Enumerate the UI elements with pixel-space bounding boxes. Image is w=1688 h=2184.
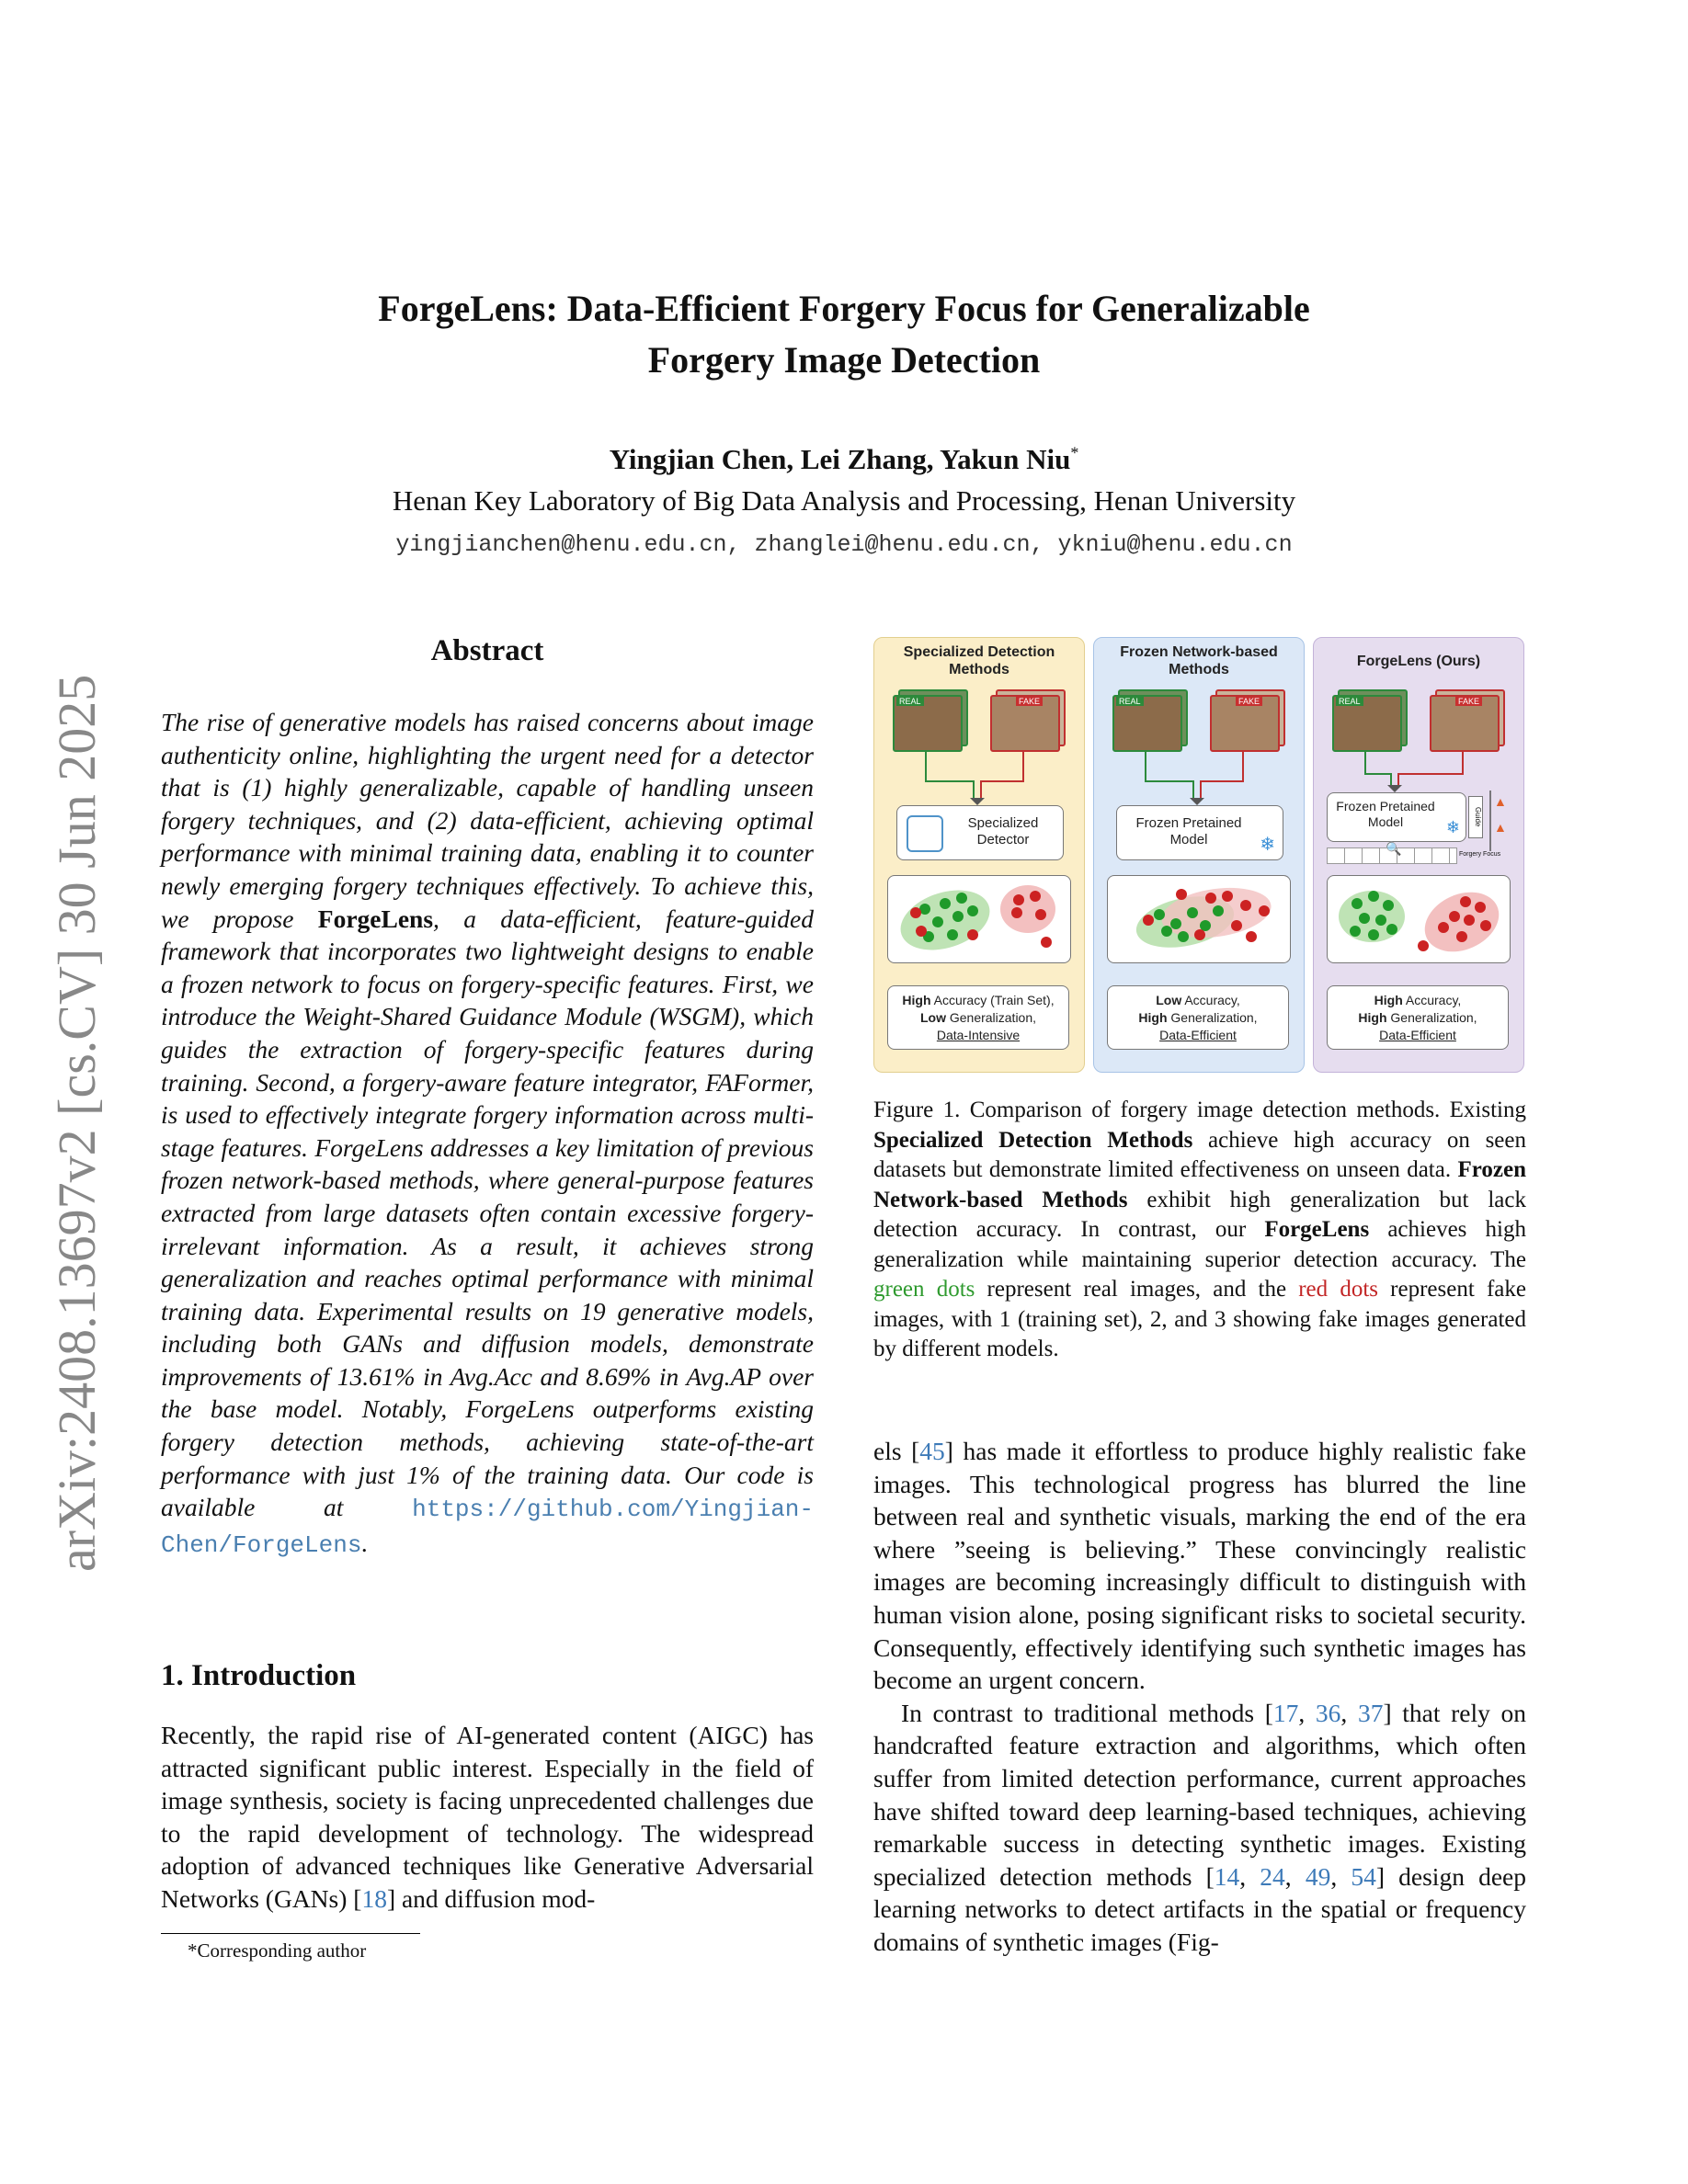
flame-icon: ▲ (1494, 822, 1507, 836)
author-list (184, 443, 1504, 476)
real-tag: REAL (1336, 697, 1363, 706)
accuracy-label: Accuracy, (1181, 993, 1240, 1007)
feature-space-dots (1328, 876, 1510, 962)
model-label: Frozen Pretained Model (1135, 815, 1242, 847)
accuracy-label: Accuracy (Train Set), (930, 993, 1055, 1007)
abstract-heading: Abstract (430, 634, 544, 667)
caption-bold: Specialized Detection Methods (873, 1127, 1193, 1153)
guide-module: Guide (1468, 796, 1483, 838)
intro-right-paragraph-1 (873, 1435, 1526, 1697)
generalization-level: High (1358, 1010, 1387, 1025)
citation-link[interactable]: 17 (1272, 1698, 1299, 1727)
fake-tag: FAKE (1455, 697, 1482, 706)
intro-left-paragraph (161, 1719, 814, 1916)
caption-bold: ForgeLens (1264, 1217, 1370, 1242)
title-line-1: ForgeLens: Data-Efficient Forgery Focus for Generalizable (378, 288, 1310, 329)
figure-panel-forgelens (1313, 637, 1524, 1073)
accuracy-level: High (902, 993, 931, 1007)
figure-panel-specialized (873, 637, 1085, 1073)
real-tag: REAL (896, 697, 924, 706)
intro-left-text-1: Recently, the rapid rise of AI-generated content (AIGC) has attracted significant public interest. Especially in the field of image synthesis, society is facing unprecedented challenges due to the rapid development of technology. The widespread adoption of advanced techniques like Generative Adversarial Networks (GANs) [ (161, 1721, 814, 1913)
code-link[interactable]: https://github.com/Yingjian-Chen/ForgeLens (161, 1496, 814, 1559)
accuracy-level: Low (1156, 993, 1182, 1007)
data-requirement: Data-Intensive (936, 1028, 1021, 1042)
detector-icon (907, 815, 943, 852)
fake-tag: FAKE (1236, 697, 1262, 706)
title-line-2: Forgery Image Detection (647, 339, 1041, 381)
real-tag: REAL (1116, 697, 1144, 706)
figure-1 (873, 637, 1526, 1071)
panel-title: Frozen Network-based Methods (1120, 644, 1278, 677)
caption-text: represent fake images, with 1 (training set), 2, and 3 showing fake images generated by different models. (873, 1277, 1526, 1361)
specialized-detector-box (896, 805, 1064, 860)
citation-link[interactable]: 24 (1260, 1861, 1285, 1891)
generalization-level: Low (919, 1010, 946, 1025)
paper-title (184, 283, 1504, 386)
paragraph-text: ] has made it effortless to produce highly realistic fake images. This technological progress has blurred the line between real and synthetic visuals, marking the end of the era where ”seeing is believing.” These convincingly realistic images are becoming increasingly difficult to distinguish with human vision alone, posing significant risks to societal security. Consequently, effectively identifying such synthetic images has become an urgent concern. (873, 1437, 1526, 1695)
accuracy-level: High (1374, 993, 1403, 1007)
caption-red-dots: red dots (1298, 1277, 1378, 1302)
figure-panel-frozen (1093, 637, 1305, 1073)
caption-text: Figure 1. Comparison of forgery image detection methods. Existing (873, 1098, 1526, 1122)
feature-space-dots (888, 876, 1070, 962)
arxiv-side-label: arXiv:2408.13697v2 [cs.CV] 30 Jun 2025 (47, 674, 107, 1572)
paragraph-text: ] design deep learning networks to detect artifacts in the spatial or frequency domains of synthetic images (Fig- (873, 1861, 1527, 1956)
feature-space-box (1327, 875, 1511, 963)
caption-bold: Frozen Network-based Methods (873, 1157, 1526, 1212)
citation-link[interactable]: 37 (1357, 1698, 1384, 1727)
citation-link[interactable]: 45 (919, 1437, 945, 1465)
abstract-end: . (361, 1528, 369, 1557)
caption-text: represent real images, and the (975, 1277, 1299, 1302)
citation-link[interactable]: 14 (1214, 1861, 1240, 1891)
citation-link[interactable]: 36 (1315, 1698, 1341, 1727)
result-box (887, 985, 1069, 1050)
affiliation: Henan Key Laboratory of Big Data Analysis and Processing, Henan University (392, 484, 1296, 517)
result-box (1107, 985, 1289, 1050)
authors: Yingjian Chen, Lei Zhang, Yakun Niu (609, 443, 1071, 475)
caption-green-dots: green dots (873, 1277, 975, 1302)
intro-right-column (873, 1435, 1526, 1959)
accuracy-label: Accuracy, (1402, 993, 1462, 1007)
feature-space-box (1107, 875, 1291, 963)
generalization-label: Generalization, (1386, 1010, 1477, 1025)
author-mark: * (1070, 443, 1079, 462)
model-label: Frozen Pretained Model (1336, 799, 1435, 829)
snowflake-icon: ❄ (1445, 818, 1460, 836)
abstract-text-2: , a data-efficient, feature-guided framework that incorporates two lightweight designs to enable a frozen network to focus on forgery-specific features. First, we introduce the Weight-Shared Guidance Module (WSGM), which guides the extraction of forgery-specific features during training. Second, a forgery-aware feature integrator, FAFormer, is used to effectively integrate forgery information across multi-stage features. ForgeLens addresses a key limitation of previous frozen network-based methods, where general-purpose features extracted from large datasets often contain excessive forgery-irrelevant information. As a result, it achieves strong generalization and reaches optimal performance with minimal training data. Experimental results on 19 generative models, including both GANs and diffusion models, demonstrate improvements of 13.61% in Avg.Acc and 8.69% in Avg.AP over the base model. Notably, ForgeLens outperforms existing forgery detection methods, achieving state-of-the-art performance with just 1% of the training data. Our code is available at (161, 904, 814, 1522)
caption-text: achieve high accuracy on seen datasets but demonstrate limited effectiveness on unseen data. (873, 1127, 1526, 1182)
caption-text: achieves high generalization while maintaining superior detection accuracy. The (873, 1217, 1526, 1272)
panel-title: Specialized Detection Methods (903, 644, 1055, 677)
citation-link[interactable]: 18 (361, 1883, 387, 1913)
data-requirement: Data-Efficient (1159, 1028, 1237, 1042)
paragraph-text: els [ (873, 1437, 920, 1465)
forgery-focus-label: Forgery Focus (1459, 851, 1501, 858)
abstract-text-1: The rise of generative models has raised concerns about image authenticity online, highlighting the urgent need for a detector that is (1) highly generalizable, capable of handling unseen forgery techniques, and (2) data-efficient, achieving optimal performance with minimal training data, enabling it to counter newly emerging forgery techniques effectively. To achieve this, we propose (161, 708, 814, 933)
citation-link[interactable]: 49 (1305, 1861, 1331, 1891)
panel-title: ForgeLens (Ours) (1356, 654, 1481, 669)
flame-icon: ▲ (1494, 796, 1507, 810)
fake-tag: FAKE (1016, 697, 1043, 706)
feature-space-box (887, 875, 1071, 963)
figure-caption (873, 1096, 1526, 1365)
abstract-method-name: ForgeLens (317, 904, 434, 933)
data-requirement: Data-Efficient (1379, 1028, 1456, 1042)
frozen-model-box (1327, 792, 1466, 842)
feature-space-dots (1108, 876, 1290, 962)
snowflake-icon: ❄ (1260, 835, 1275, 855)
magnifier-icon: 🔍 (1386, 843, 1402, 857)
footnote: *Corresponding author (188, 1939, 367, 1962)
section-heading-introduction: 1. Introduction (161, 1659, 357, 1692)
intro-left-text-2: ] and diffusion mod- (386, 1883, 596, 1913)
footnote-rule (161, 1933, 420, 1934)
intro-right-paragraph-2: In contrast to traditional methods [17, 36, 37] that rely on handcrafted feature extraction and algorithms, which often suffer from limited detection performance, current approaches have shifted toward deep learning-based techniques, achieving remarkable success in detecting synthetic images. Existing specialized detection methods [14, 24, 49, 54] design deep learning networks to detect artifacts in the spatial or frequency domains of synthetic images (Fig- (873, 1698, 1527, 1956)
generalization-label: Generalization, (1167, 1010, 1258, 1025)
caption-text: exhibit high generalization but lack detection accuracy. In contrast, our (873, 1187, 1526, 1242)
citation-link[interactable]: 54 (1351, 1861, 1376, 1891)
frozen-model-box (1116, 805, 1283, 860)
paragraph-text: In contrast to traditional methods [ (901, 1698, 1273, 1727)
emails: yingjianchen@henu.edu.cn, zhanglei@henu.edu.cn, ykniu@henu.edu.cn (395, 531, 1293, 558)
paragraph-text: ] that rely on handcrafted feature extraction and algorithms, which often suffer from limited detection performance, current approaches have shifted toward deep learning-based techniques, achieving remarkable success in detecting synthetic images. Existing specialized detection methods [ (873, 1698, 1526, 1891)
detector-label: Specialized Detector (967, 815, 1039, 847)
generalization-level: High (1138, 1010, 1168, 1025)
abstract-body (161, 706, 814, 1562)
generalization-label: Generalization, (945, 1010, 1037, 1025)
result-box (1327, 985, 1509, 1050)
